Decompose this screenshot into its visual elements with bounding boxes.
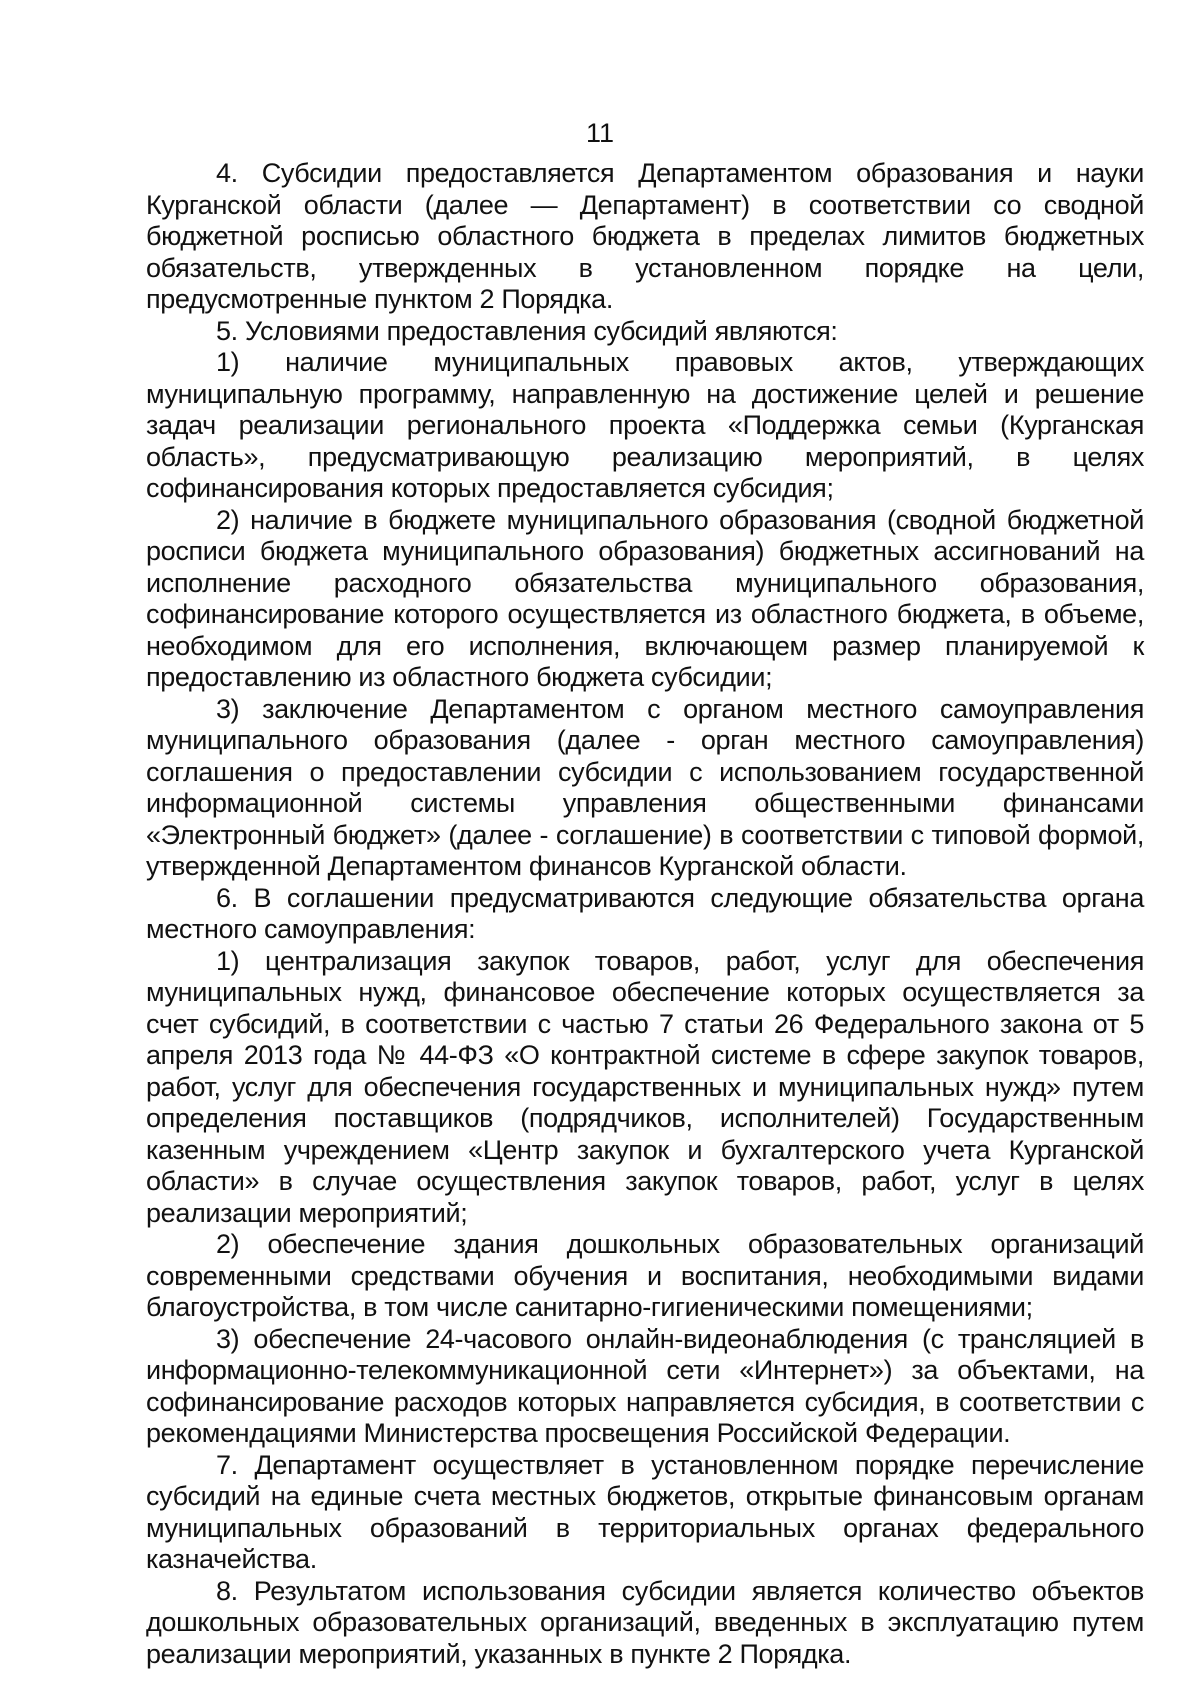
condition-2-budget-allocations: 2) наличие в бюджете муниципального образования (сводной бюджетной росписи бюджета муниципального образования) бюджетных ассигнований на исполнение расходного обязательства муниципального образования, софинансирование которого осуществляется из областного бюджета, в объеме, необходимом для его исполнения, включающем размер планируемой к предоставлению из областного бюджета субсидии;	[146, 504, 1144, 692]
page-number: 11	[585, 118, 615, 148]
obligation-1-centralized-procurement: 1) централизация закупок товаров, работ, услуг для обеспечения муниципальных нужд, финансовое обеспечение которых осуществляется за счет субсидий, в соответствии с частью 7 статьи 26 Федерального закона от 5 апреля 2013 года № 44-ФЗ «О контрактной системе в сфере закупок товаров, работ, услуг для обеспечения государственных и муниципальных нужд» путем определения поставщиков (подрядчиков, исполнителей) Государственным казенным учреждением «Центр закупок и бухгалтерского учета Курганской области» в случае осуществления закупок товаров, работ, услуг в целях реализации мероприятий;	[146, 945, 1144, 1228]
condition-3-agreement: 3) заключение Департаментом с органом местного самоуправления муниципального образования (далее - орган местного самоуправления) соглашения о предоставлении субсидии с использованием государственной информационной системы управления общественными финансами «Электронный бюджет» (далее - соглашение) в соответствии с типовой формой, утвержденной Департаментом финансов Курганской области.	[146, 693, 1144, 881]
condition-1-municipal-acts: 1) наличие муниципальных правовых актов, утверждающих муниципальную программу, направленную на достижение целей и решение задач реализации регионального проекта «Поддержка семьи (Курганская область», предусматривающую реализацию мероприятий, в целях софинансирования которых предоставляется субсидия;	[146, 347, 1144, 503]
obligation-2-equipment: 2) обеспечение здания дошкольных образовательных организаций современными средствами обучения и воспитания, необходимыми видами благоустройства, в том числе санитарно-гигиеническими помещениями;	[146, 1229, 1144, 1322]
paragraph-4-subsidy-provider: 4. Субсидии предоставляется Департаментом образования и науки Курганской области (далее — Департамент) в соответствии со сводной бюджетной росписью областного бюджета в пределах лимитов бюджетных обязательств, утвержденных в установленном порядке на цели, предусмотренные пунктом 2 Порядка.	[146, 158, 1144, 314]
document-body	[146, 158, 1144, 1670]
paragraph-6-obligations-heading: 6. В соглашении предусматриваются следующие обязательства органа местного самоуправления:	[146, 882, 1144, 944]
paragraph-5-conditions-heading: 5. Условиями предоставления субсидий являются:	[216, 315, 838, 346]
paragraph-8-result: 8. Результатом использования субсидии является количество объектов дошкольных образовательных организаций, введенных в эксплуатацию путем реализации мероприятий, указанных в пункте 2 Порядка.	[146, 1575, 1144, 1669]
obligation-3-video-surveillance: 3) обеспечение 24-часового онлайн-видеонаблюдения (с трансляцией в информационно-телекоммуникационной сети «Интернет») за объектами, на софинансирование расходов которых направляется субсидия, в соответствии с рекомендациями Министерства просвещения Российской Федерации.	[146, 1323, 1144, 1448]
paragraph-7-transfer: 7. Департамент осуществляет в установленном порядке перечисление субсидий на единые счета местных бюджетов, открытые финансовым органам муниципальных образований в территориальных органах федерального казначейства.	[146, 1449, 1144, 1574]
